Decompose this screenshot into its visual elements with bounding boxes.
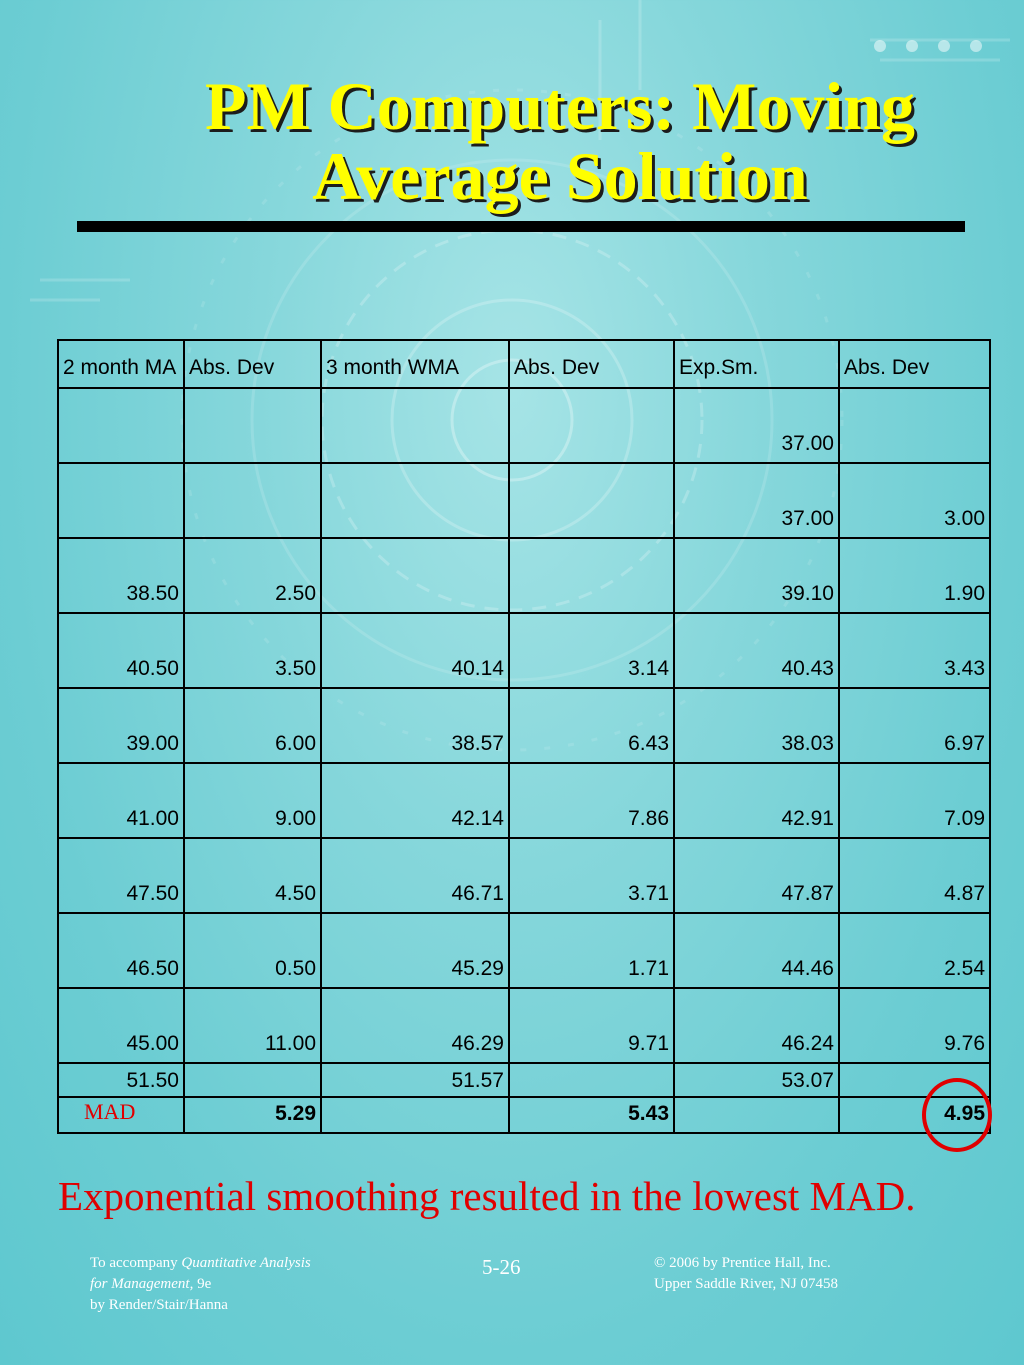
table-cell: 46.50 — [58, 913, 184, 988]
table-cell — [509, 1063, 674, 1097]
table-cell — [321, 463, 509, 538]
table-cell: 47.87 — [674, 838, 839, 913]
table-cell: 40.14 — [321, 613, 509, 688]
table-cell: 6.97 — [839, 688, 990, 763]
table-cell — [321, 538, 509, 613]
mad-cell: 5.29 — [184, 1097, 321, 1133]
table-cell: 45.00 — [58, 988, 184, 1063]
table-cell: 11.00 — [184, 988, 321, 1063]
table-row — [58, 388, 990, 463]
column-header: Exp.Sm. — [674, 340, 839, 388]
table-cell: 3.50 — [184, 613, 321, 688]
table-cell: 37.00 — [674, 388, 839, 463]
table-cell: 3.43 — [839, 613, 990, 688]
footer-copyright — [654, 1253, 838, 1295]
table-cell: 4.50 — [184, 838, 321, 913]
conclusion-text: Exponential smoothing resulted in the lowest MAD. — [58, 1173, 916, 1219]
column-header: Abs. Dev — [509, 340, 674, 388]
table-cell: 6.43 — [509, 688, 674, 763]
table-cell: 7.09 — [839, 763, 990, 838]
mad-row — [58, 1097, 990, 1133]
footer-book-title: Quantitative Analysis — [181, 1255, 311, 1271]
table-cell — [184, 1063, 321, 1097]
table-cell: 40.43 — [674, 613, 839, 688]
table-cell — [509, 538, 674, 613]
table-cell: 47.50 — [58, 838, 184, 913]
footer-authors: by Render/Stair/Hanna — [90, 1297, 228, 1313]
title-divider — [77, 221, 965, 232]
mad-cell — [321, 1097, 509, 1133]
table-cell: 44.46 — [674, 913, 839, 988]
table-cell: 42.14 — [321, 763, 509, 838]
table-cell: 38.03 — [674, 688, 839, 763]
table-cell: 1.90 — [839, 538, 990, 613]
column-header: 3 month WMA — [321, 340, 509, 388]
table-cell: 37.00 — [674, 463, 839, 538]
table-cell: 45.29 — [321, 913, 509, 988]
table-cell: 39.00 — [58, 688, 184, 763]
table-cell — [184, 388, 321, 463]
table-cell — [321, 388, 509, 463]
table-cell — [509, 463, 674, 538]
table-row — [58, 913, 990, 988]
table-cell: 9.76 — [839, 988, 990, 1063]
mad-cell — [674, 1097, 839, 1133]
mad-label: MAD — [84, 1099, 136, 1124]
table-cell: 3.71 — [509, 838, 674, 913]
lowest-mad-highlight-circle — [922, 1078, 992, 1152]
table-cell: 3.00 — [839, 463, 990, 538]
table-row — [58, 463, 990, 538]
table-cell: 39.10 — [674, 538, 839, 613]
column-header: 2 month MA — [58, 340, 184, 388]
mad-cell: 5.43 — [509, 1097, 674, 1133]
table-row — [58, 1063, 990, 1097]
table-cell: 0.50 — [184, 913, 321, 988]
slide-title-line-2: Average Solution — [312, 138, 808, 214]
table-cell — [839, 388, 990, 463]
table-cell: 46.24 — [674, 988, 839, 1063]
column-header: Abs. Dev — [184, 340, 321, 388]
footer-edition: 9e — [193, 1276, 212, 1292]
footer-citation — [90, 1253, 311, 1316]
table-cell: 4.87 — [839, 838, 990, 913]
table-row — [58, 838, 990, 913]
table-cell — [58, 388, 184, 463]
table-cell: 7.86 — [509, 763, 674, 838]
table-cell — [184, 463, 321, 538]
table-cell: 40.50 — [58, 613, 184, 688]
table-cell: 6.00 — [184, 688, 321, 763]
footer-book-title-2: for Management, — [90, 1276, 194, 1292]
table-cell: 3.14 — [509, 613, 674, 688]
table-cell: 1.71 — [509, 913, 674, 988]
footer-prefix: To accompany — [90, 1255, 182, 1271]
copyright-line-1: © 2006 by Prentice Hall, Inc. — [654, 1255, 831, 1271]
table-row — [58, 763, 990, 838]
table-cell: 9.00 — [184, 763, 321, 838]
table-cell: 51.50 — [58, 1063, 184, 1097]
table-cell: 2.54 — [839, 913, 990, 988]
table-cell: 46.29 — [321, 988, 509, 1063]
mad-cell: 4.95 — [839, 1097, 990, 1133]
table-cell: 53.07 — [674, 1063, 839, 1097]
table-cell: 42.91 — [674, 763, 839, 838]
table-cell — [509, 388, 674, 463]
page-number: 5-26 — [482, 1255, 521, 1279]
table-cell: 38.50 — [58, 538, 184, 613]
table-cell: 46.71 — [321, 838, 509, 913]
table-cell: 9.71 — [509, 988, 674, 1063]
copyright-line-2: Upper Saddle River, NJ 07458 — [654, 1276, 838, 1292]
table-row — [58, 538, 990, 613]
column-header: Abs. Dev — [839, 340, 990, 388]
table-cell: 51.57 — [321, 1063, 509, 1097]
table-row — [58, 988, 990, 1063]
table-cell — [58, 463, 184, 538]
table-cell: 2.50 — [184, 538, 321, 613]
table-cell: 41.00 — [58, 763, 184, 838]
slide-title-line-1: PM Computers: Moving — [204, 68, 916, 144]
table-cell: 38.57 — [321, 688, 509, 763]
table-row — [58, 613, 990, 688]
table-row — [58, 688, 990, 763]
forecast-table — [57, 339, 991, 1134]
table-header-row — [58, 340, 990, 388]
